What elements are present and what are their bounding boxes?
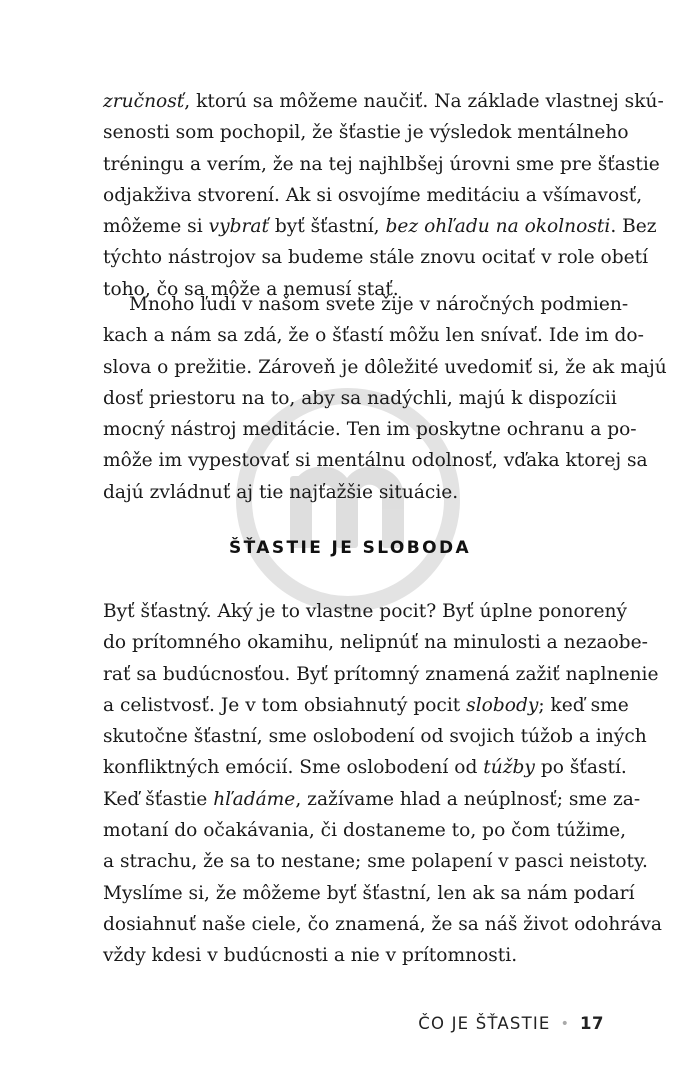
text-segment: Mnoho ľudí v našom svete žije v náročných podmien- bbox=[129, 294, 629, 315]
text-line bbox=[103, 752, 627, 783]
text-line bbox=[103, 690, 629, 721]
text-segment: Keď šťastie bbox=[103, 788, 214, 810]
text-segment: dosiahnuť naše ciele, čo znamená, že sa náš život odohráva bbox=[103, 913, 662, 935]
text-segment: senosti som pochopil, že šťastie je výsledok mentálneho bbox=[103, 122, 629, 144]
text-line bbox=[103, 909, 662, 940]
text-line bbox=[103, 211, 657, 242]
text-segment: do prítomného okamihu, nelipnúť na minulosti a nezaobe- bbox=[103, 632, 648, 654]
text-segment: kach a nám sa zdá, že o šťastí môžu len snívať. Ide im do- bbox=[103, 325, 644, 347]
section-heading: ŠŤASTIE JE SLOBODA bbox=[228, 538, 472, 558]
text-segment: motaní do očakávania, či dostaneme to, po čom túžime, bbox=[103, 820, 627, 842]
text-line bbox=[103, 940, 589, 971]
page-footer bbox=[418, 1014, 604, 1033]
text-segment: mocný nástroj meditácie. Ten im poskytne ochranu a po- bbox=[103, 419, 637, 441]
text-line bbox=[103, 86, 664, 117]
text-segment: konfliktných emócií. Sme oslobodení od bbox=[103, 757, 484, 779]
text-line bbox=[103, 721, 647, 752]
text-line bbox=[103, 846, 648, 877]
text-line bbox=[103, 352, 667, 383]
text-line bbox=[103, 242, 649, 273]
bullet-separator: • bbox=[560, 1015, 571, 1032]
running-title: ČO JE ŠŤASTIE bbox=[418, 1014, 551, 1033]
text-line bbox=[103, 477, 589, 508]
text-line bbox=[103, 414, 637, 445]
text-line bbox=[103, 149, 660, 180]
text-segment: byť šťastní, bbox=[268, 216, 386, 238]
page-number: 17 bbox=[580, 1014, 604, 1033]
text-segment: Myslíme si, že môžeme byť šťastní, len ak sa nám podarí bbox=[103, 882, 635, 904]
text-segment: odjakživa stvorení. Ak si osvojíme meditáciu a všímavosť, bbox=[103, 184, 643, 206]
text-line bbox=[103, 320, 644, 351]
text-segment: , zažívame hlad a neúplnosť; sme za- bbox=[295, 788, 641, 810]
italic-text: túžby bbox=[483, 757, 535, 779]
text-line bbox=[103, 383, 617, 414]
text-segment: môžeme si bbox=[103, 216, 209, 238]
text-line bbox=[103, 180, 643, 211]
text-line bbox=[103, 596, 628, 627]
text-segment: skutočne šťastní, sme oslobodení od svojich túžob a iných bbox=[103, 726, 647, 748]
text-line bbox=[103, 445, 648, 476]
text-segment: a strachu, že sa to nestane; sme polapení v pasci neistoty. bbox=[103, 851, 648, 873]
paragraph-2 bbox=[103, 289, 667, 508]
text-line bbox=[103, 117, 629, 148]
text-segment: a celistvosť. Je v tom obsiahnutý pocit bbox=[103, 694, 467, 716]
italic-text: hľadáme bbox=[213, 788, 296, 810]
italic-text: zručnosť bbox=[103, 91, 185, 112]
text-segment: Byť šťastný. Aký je to vlastne pocit? Byť úplne ponorený bbox=[103, 601, 628, 622]
text-segment: . Bez bbox=[610, 216, 657, 238]
italic-text: slobody bbox=[466, 694, 539, 716]
text-segment: vždy kdesi v budúcnosti a nie v prítomnosti. bbox=[103, 945, 518, 967]
text-line bbox=[103, 878, 635, 909]
text-line bbox=[103, 784, 641, 815]
text-segment: tréningu a verím, že na tej najhlbšej úrovni sme pre šťastie bbox=[103, 153, 660, 175]
text-segment: slova o prežitie. Zároveň je dôležité uvedomiť si, že ak majú bbox=[103, 356, 667, 378]
text-segment: dosť priestoru na to, aby sa nadýchli, majú k dispozícii bbox=[103, 387, 617, 409]
italic-text: bez ohľadu na okolnosti bbox=[385, 216, 611, 238]
text-line bbox=[103, 289, 629, 320]
text-segment: , ktorú sa môžeme naučiť. Na základe vlastnej skú- bbox=[184, 91, 664, 112]
text-segment: rať sa budúcnosťou. Byť prítomný znamená zažiť naplnenie bbox=[103, 663, 659, 685]
text-segment: ; keď sme bbox=[538, 694, 629, 716]
text-line bbox=[103, 659, 659, 690]
text-segment: dajú zvládnuť aj tie najťažšie situácie. bbox=[103, 481, 459, 503]
text-segment: týchto nástrojov sa budeme stále znovu ocitať v role obetí bbox=[103, 247, 649, 269]
text-line bbox=[103, 815, 627, 846]
paragraph-3 bbox=[103, 596, 662, 972]
text-line bbox=[103, 627, 648, 658]
text-segment: po šťastí. bbox=[534, 757, 627, 779]
text-segment: toho, čo sa môže a nemusí stať. bbox=[103, 278, 399, 300]
italic-text: vybrať bbox=[208, 216, 269, 238]
text-segment: môže im vypestovať si mentálnu odolnosť, vďaka ktorej sa bbox=[103, 450, 648, 472]
